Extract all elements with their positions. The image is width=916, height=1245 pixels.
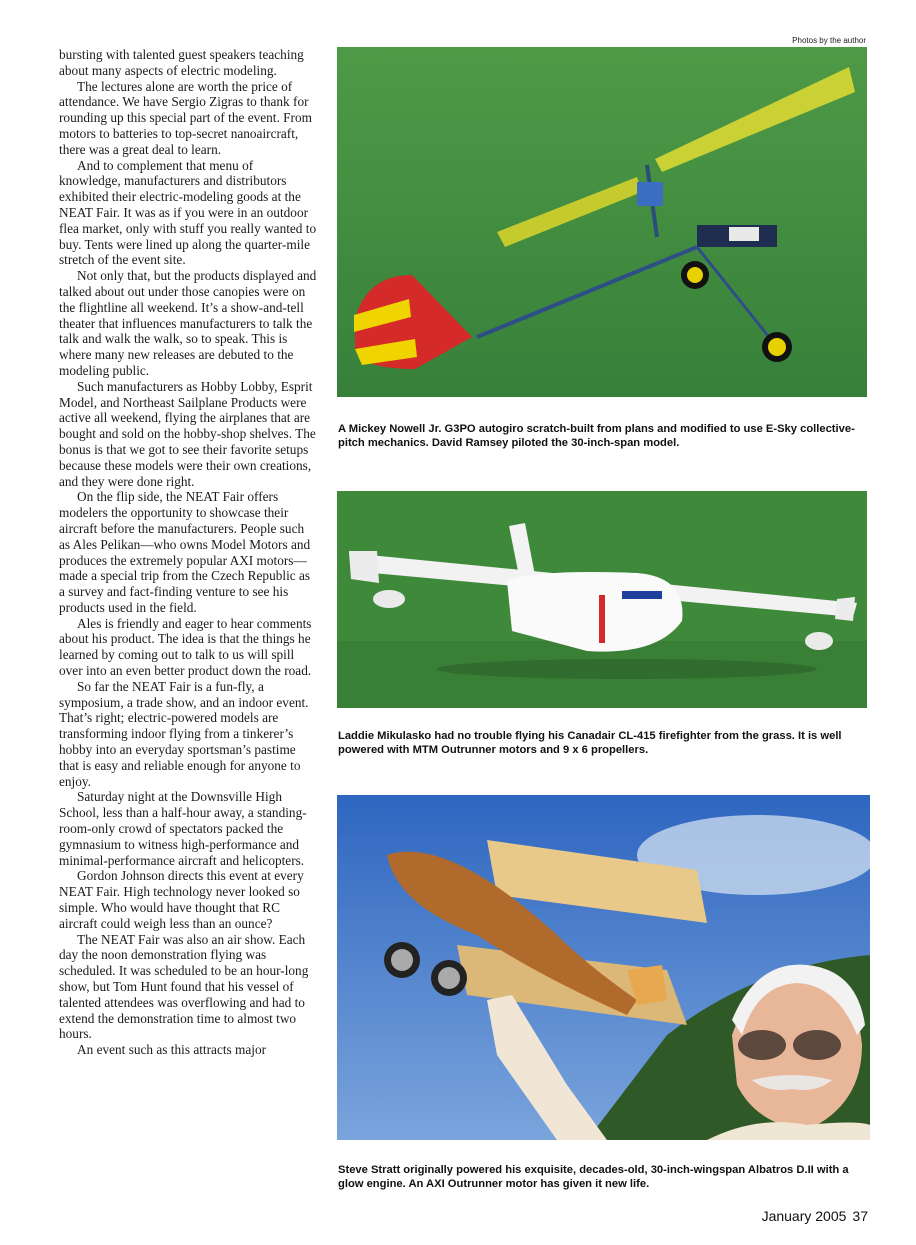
article-paragraph: Saturday night at the Downsville High School, less than a half-hour away, a standing-room-only crowd of spectators packed the gymnasium to witness high-performance and minimal-performance aircraft and helicopters.: [59, 789, 307, 868]
photo-albatros: [337, 795, 870, 1140]
caption-autogiro: A Mickey Nowell Jr. G3PO autogiro scratch-built from plans and modified to use E-Sky collective-pitch mechanics. David Ramsey piloted the 30-inch-span model.: [338, 423, 855, 449]
article-paragraph: So far the NEAT Fair is a fun-fly, a symposium, a trade show, and an indoor event. That’s right; electric-powered models are transforming indoor flying from a tinkerer’s hobby into an everyday sportsman’s pastime that is easy and reliable enough for anyone to enjoy.: [59, 678, 309, 789]
photo-credit: Photos by the author: [792, 36, 866, 45]
article-paragraph: Not only that, but the products displayed and talked about out under those canopies were on the flightline all weekend. It’s a show-and-tell theater that influences manufacturers to talk the talk and walk the walk, so to speak. This is where many new releases are debuted to the modeling public.: [59, 268, 317, 378]
caption-canadair: Laddie Mikulasko had no trouble flying his Canadair CL-415 firefighter from the grass. It is well powered with MTM Outrunner motors and 9 x 6 propellers.: [338, 730, 842, 756]
article-paragraph: Gordon Johnson directs this event at every NEAT Fair. High technology never looked so simple. Who would have thought that RC aircraft could weigh less than an ounce?: [59, 868, 304, 931]
page-footer: [756, 1208, 868, 1224]
article-paragraph: Ales is friendly and eager to hear comments about his product. The idea is that the things he learned by coming out to talk to us will spill over into an even better product down the road.: [59, 615, 312, 679]
caption-albatros: Steve Stratt originally powered his exquisite, decades-old, 30-inch-wingspan Albatros D.II with a glow engine. An AXI Outrunner motor has given it new life.: [338, 1164, 849, 1190]
photo-autogiro: [337, 47, 867, 397]
article-paragraph: bursting with talented guest speakers teaching about many aspects of electric modeling.: [59, 47, 304, 78]
article-paragraph: And to complement that menu of knowledge, manufacturers and distributors exhibited their electric-modeling goods at the NEAT Fair. It was as if you were in an outdoor flea market, only with stuff you really wanted to buy. Tents were lined up along the quarter-mile stretch of the event site.: [59, 157, 317, 268]
page-number: 37: [852, 1208, 868, 1224]
article-paragraph: On the flip side, the NEAT Fair offers modelers the opportunity to showcase their aircraft before the manufacturers. People such as Ales Pelikan—who owns Model Motors and produces the extremely popular AXI motors—made a special trip from the Czech Republic as a survey and fact-finding venture to see his products used in the field.: [59, 489, 311, 615]
article-paragraph: An event such as this attracts major: [77, 1042, 267, 1058]
photo-canadair: [337, 491, 867, 708]
article-paragraph: The NEAT Fair was also an air show. Each day the noon demonstration flying was scheduled. It was scheduled to be an hour-long show, but Tom Hunt found that his vessel of talented attendees was overflowing and had to extend the demonstration time to almost two hours.: [59, 931, 309, 1042]
article-paragraph: Such manufacturers as Hobby Lobby, Esprit Model, and Northeast Sailplane Products were active all weekend, flying the airplanes that are bought and sold on the hobby-shop shelves. The bonus is that we got to see their favorite setups because these models were their own creations, and they were done right.: [59, 378, 316, 489]
article-body-column: [59, 47, 317, 1058]
article-paragraph: The lectures alone are worth the price of attendance. We have Sergio Zigras to thank for rounding up this special part of the event. From motors to batteries to top-secret nanoaircraft, there was a great deal to learn.: [59, 78, 312, 157]
issue-date: January 2005: [761, 1208, 847, 1224]
